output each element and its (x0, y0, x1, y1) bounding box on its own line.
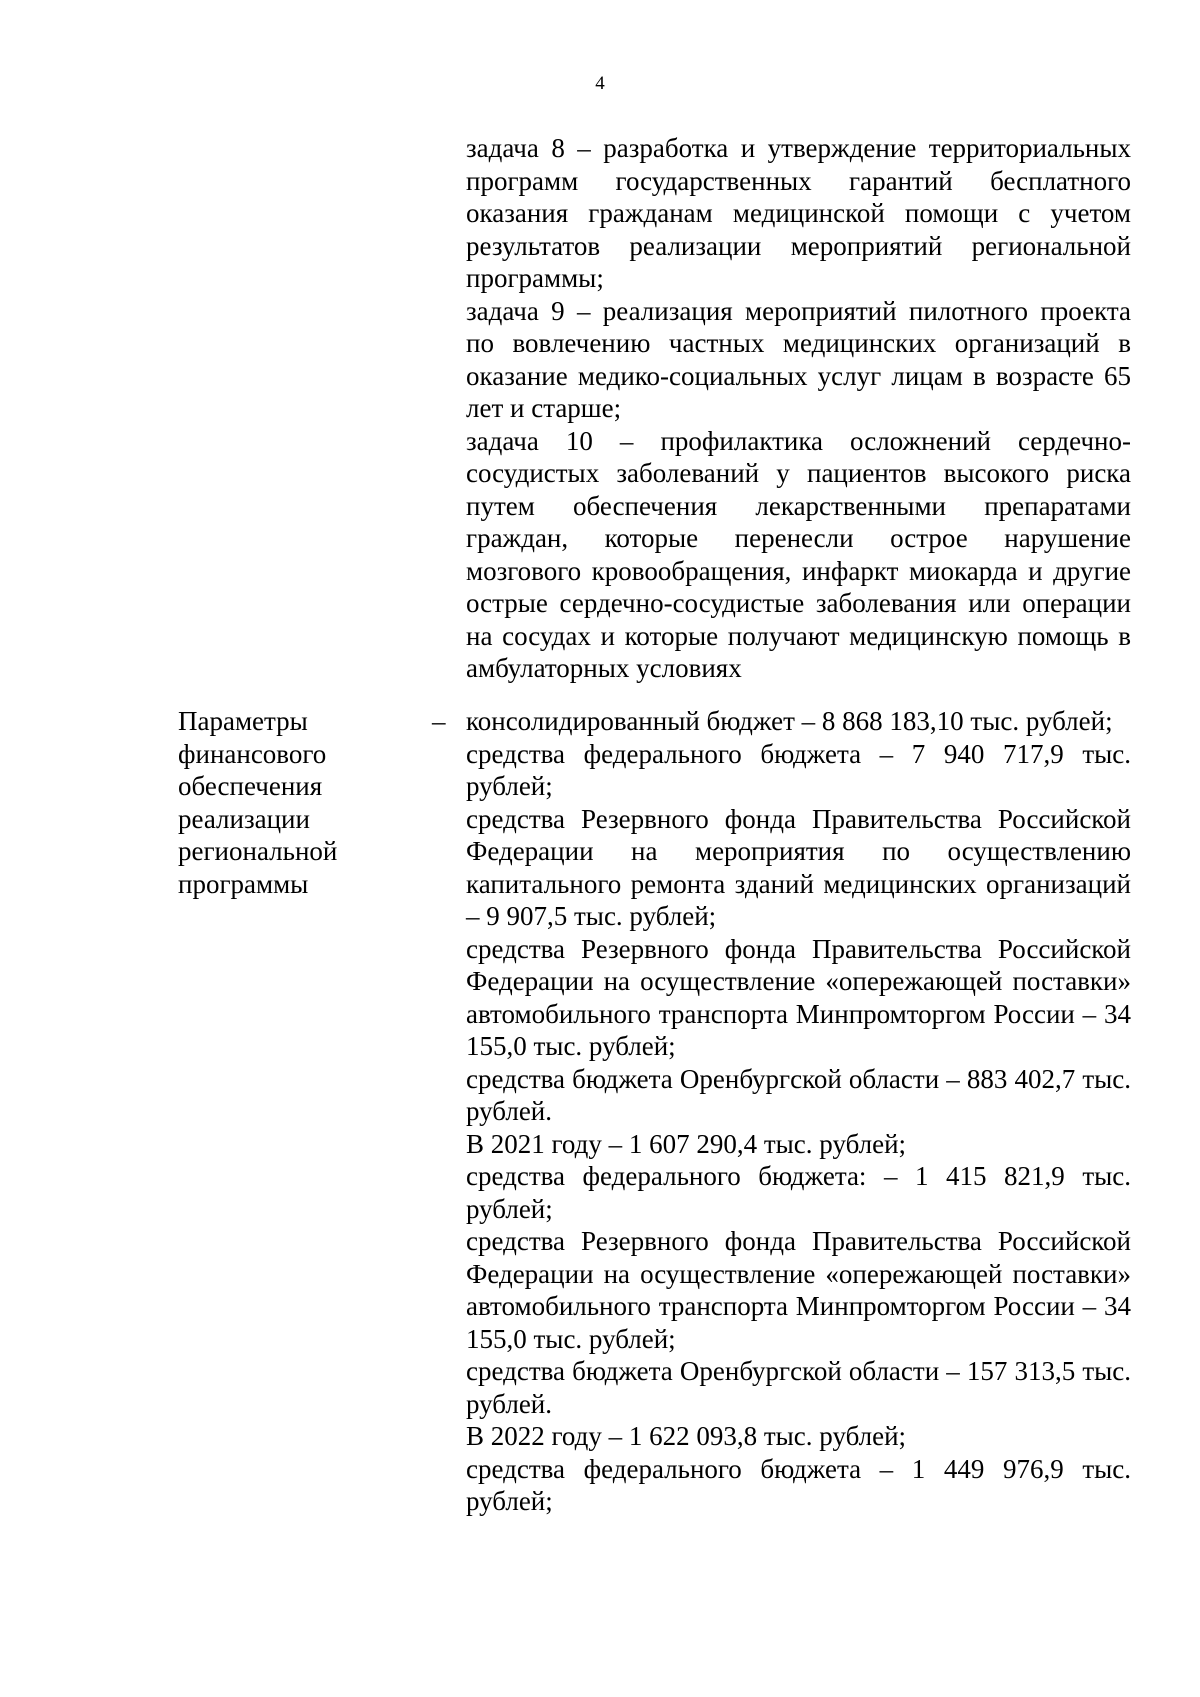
finance-item-2021-total: В 2021 году – 1 607 290,4 тыс. рублей; (466, 1128, 907, 1159)
finance-item-2021-reserve-transport: средства Резервного фонда Правительства Российской Федерации на осуществление «опережающей поставки» автомобильного транспорта Минпромторгом России – 34 155,0 тыс. рублей; (466, 1226, 1131, 1354)
task-10-paragraph: задача 10 – профилактика осложнений сердечно-сосудистых заболеваний у пациентов высокого риска путем обеспечения лекарственными препаратами граждан, которые перенесли острое нарушение мозгового кровообращения, инфаркт миокарда и другие острые сердечно-сосудистые заболевания или операции на сосудах и которые получают медицинскую помощь в амбулаторных условиях (466, 425, 1131, 683)
label-line: финансового (178, 738, 327, 769)
tasks-section (466, 132, 1131, 685)
label-separator-dash: – (432, 706, 446, 736)
task-8-paragraph: задача 8 – разработка и утверждение территориальных программ государственных гарантий бесплатного оказания гражданам медицинской помощи с учетом результатов реализации мероприятий региональной программы; (466, 133, 1131, 293)
finance-item-2022-federal: средства федерального бюджета – 1 449 976,9 тыс. рублей; (466, 1453, 1131, 1516)
finance-item-reserve-fund-repair: средства Резервного фонда Правительства Российской Федерации на мероприятия по осуществлению капитального ремонта зданий медицинских организаций – 9 907,5 тыс. рублей; (466, 803, 1131, 931)
finance-section (466, 705, 1131, 1518)
page-number: 4 (595, 73, 605, 94)
finance-item-2021-federal: средства федерального бюджета: – 1 415 821,9 тыс. рублей; (466, 1161, 1131, 1224)
finance-item-2021-regional: средства бюджета Оренбургской области – 157 313,5 тыс. рублей. (466, 1356, 1131, 1419)
label-line: Параметры (178, 706, 308, 736)
finance-item-federal-budget: средства федерального бюджета – 7 940 717,9 тыс. рублей; (466, 738, 1131, 801)
finance-item-reserve-fund-transport: средства Резервного фонда Правительства Российской Федерации на осуществление «опережающей поставки» автомобильного транспорта Минпромторгом России – 34 155,0 тыс. рублей; (466, 933, 1131, 1061)
label-line: обеспечения (178, 771, 323, 801)
label-line: программы (178, 868, 309, 899)
finance-parameters-label (178, 705, 408, 900)
finance-item-regional-budget: средства бюджета Оренбургской области – 883 402,7 тыс. рублей. (466, 1063, 1131, 1126)
finance-item-2022-total: В 2022 году – 1 622 093,8 тыс. рублей; (466, 1421, 907, 1451)
label-line: реализации (178, 803, 310, 834)
label-line: региональной (178, 836, 338, 866)
finance-item-consolidated-budget: консолидированный бюджет – 8 868 183,10 тыс. рублей; (466, 706, 1113, 736)
task-9-paragraph: задача 9 – реализация мероприятий пилотного проекта по вовлечению частных медицинских организаций в оказание медико-социальных услуг лицам в возрасте 65 лет и старше; (466, 295, 1131, 423)
